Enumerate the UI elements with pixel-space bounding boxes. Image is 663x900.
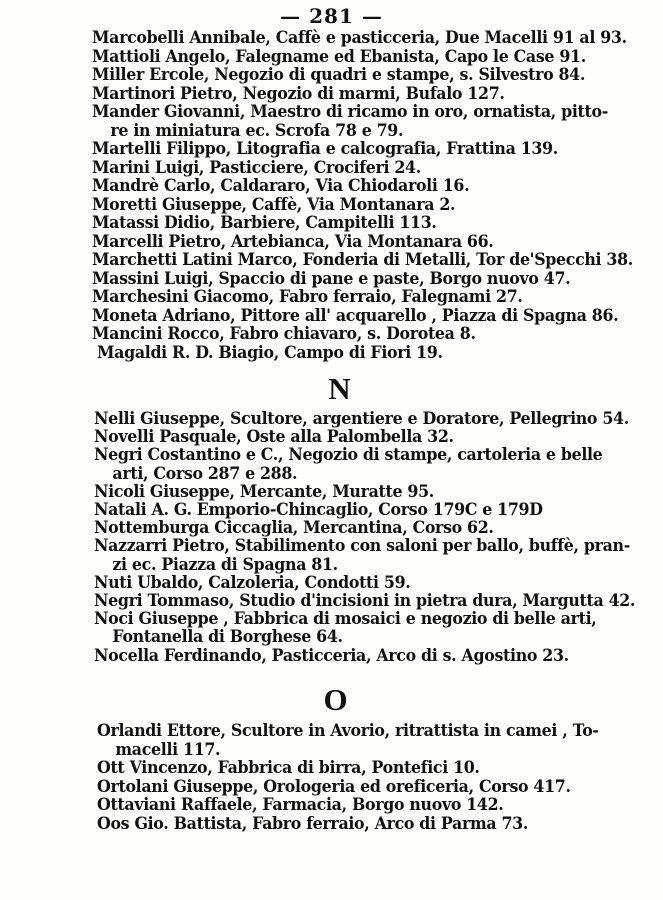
list-item: Nocella Ferdinando, Pasticceria, Arco di s. Agostino 23. — [94, 645, 569, 666]
list-item: Ott Vincenzo, Fabbrica di birra, Pontefici 10. — [97, 758, 480, 779]
list-item: Martinori Pietro, Negozio di marmi, Bufalo 127. — [92, 83, 505, 104]
list-item: Mander Giovanni, Maestro di ricamo in oro, ornatista, pitto- re in miniatura ec. Scrofa 78 e 79. — [92, 102, 608, 141]
section-letter-n: N — [328, 371, 351, 406]
list-item: Ortolani Giuseppe, Orologeria ed oreficeria, Corso 417. — [97, 776, 571, 797]
list-item: Novelli Pasquale, Oste alla Palombella 32. — [94, 427, 454, 448]
list-item: Marchesini Giacomo, Fabro ferraio, Falegnami 27. — [92, 287, 523, 307]
list-item: Oos Gio. Battista, Fabro ferraio, Arco di Parma 73. — [97, 813, 529, 834]
list-item: Marcobelli Annibale, Caffè e pasticceria, Due Macelli 91 al 93. — [92, 28, 627, 48]
list-item: Orlandi Ettore, Scultore in Avorio, ritrattista in camei , To- macelli 117. — [97, 721, 599, 760]
list-item: Nicoli Giuseppe, Mercante, Muratte 95. — [94, 481, 434, 502]
list-item: Negri Tommaso, Studio d'incisioni in pietra dura, Margutta 42. — [94, 591, 636, 612]
list-item: Massini Luigi, Spaccio di pane e paste, Borgo nuovo 47. — [92, 268, 571, 289]
list-item: Nottemburga Ciccaglia, Mercantina, Corso 62. — [94, 518, 494, 539]
list-item: Natali A. G. Emporio-Chincaglio, Corso 179C e 179D — [94, 500, 543, 521]
list-item: Matassi Didio, Barbiere, Campitelli 113. — [92, 213, 437, 233]
list-item: Negri Costantino e C., Negozio di stampe, cartoleria e belle arti, Corso 287 e 288. — [94, 445, 603, 484]
list-item: Marchetti Latini Marco, Fonderia di Metalli, Tor de'Specchi 38. — [92, 250, 633, 270]
list-item: Moneta Adriano, Pittore all' acquarello , Piazza di Spagna 86. — [92, 305, 619, 326]
list-item: Magaldi R. D. Biagio, Campo di Fiori 19. — [97, 342, 443, 363]
list-item: Martelli Filippo, Litografia e calcografia, Frattina 139. — [92, 139, 558, 159]
section-m-entries — [92, 29, 652, 362]
section-n-entries — [94, 410, 654, 665]
list-item: Mattioli Angelo, Falegname ed Ebanista, Capo le Case 91. — [92, 46, 586, 67]
list-item: Mandrè Carlo, Caldararo, Via Chiodaroli 16. — [92, 176, 470, 196]
list-item: Nuti Ubaldo, Calzoleria, Condotti 59. — [94, 572, 411, 593]
list-item: Marini Luigi, Pasticciere, Crociferi 24. — [92, 157, 421, 178]
list-item: Nelli Giuseppe, Scultore, argentiere e Doratore, Pellegrino 54. — [94, 409, 629, 429]
list-item: Miller Ercole, Negozio di quadri e stampe, s. Silvestro 84. — [92, 65, 586, 85]
list-item: Marcelli Pietro, Artebianca, Via Montanara 66. — [92, 231, 494, 252]
list-item: Moretti Giuseppe, Caffè, Via Montanara 2. — [92, 194, 456, 215]
list-item: Mancini Rocco, Fabro chiavaro, s. Dorotea 8. — [92, 324, 476, 344]
section-letter-o: O — [323, 682, 348, 717]
page-number: — 281 — — [280, 4, 383, 28]
list-item: Nazzarri Pietro, Stabilimento con saloni per ballo, buffè, pran- zi ec. Piazza di Spagna 81. — [94, 536, 630, 575]
section-o-entries — [97, 722, 657, 834]
list-item: Ottaviani Raffaele, Farmacia, Borgo nuovo 142. — [97, 795, 504, 816]
list-item: Noci Giuseppe , Fabbrica di mosaici e negozio di belle arti, Fontanella di Borghese 64. — [94, 609, 597, 648]
